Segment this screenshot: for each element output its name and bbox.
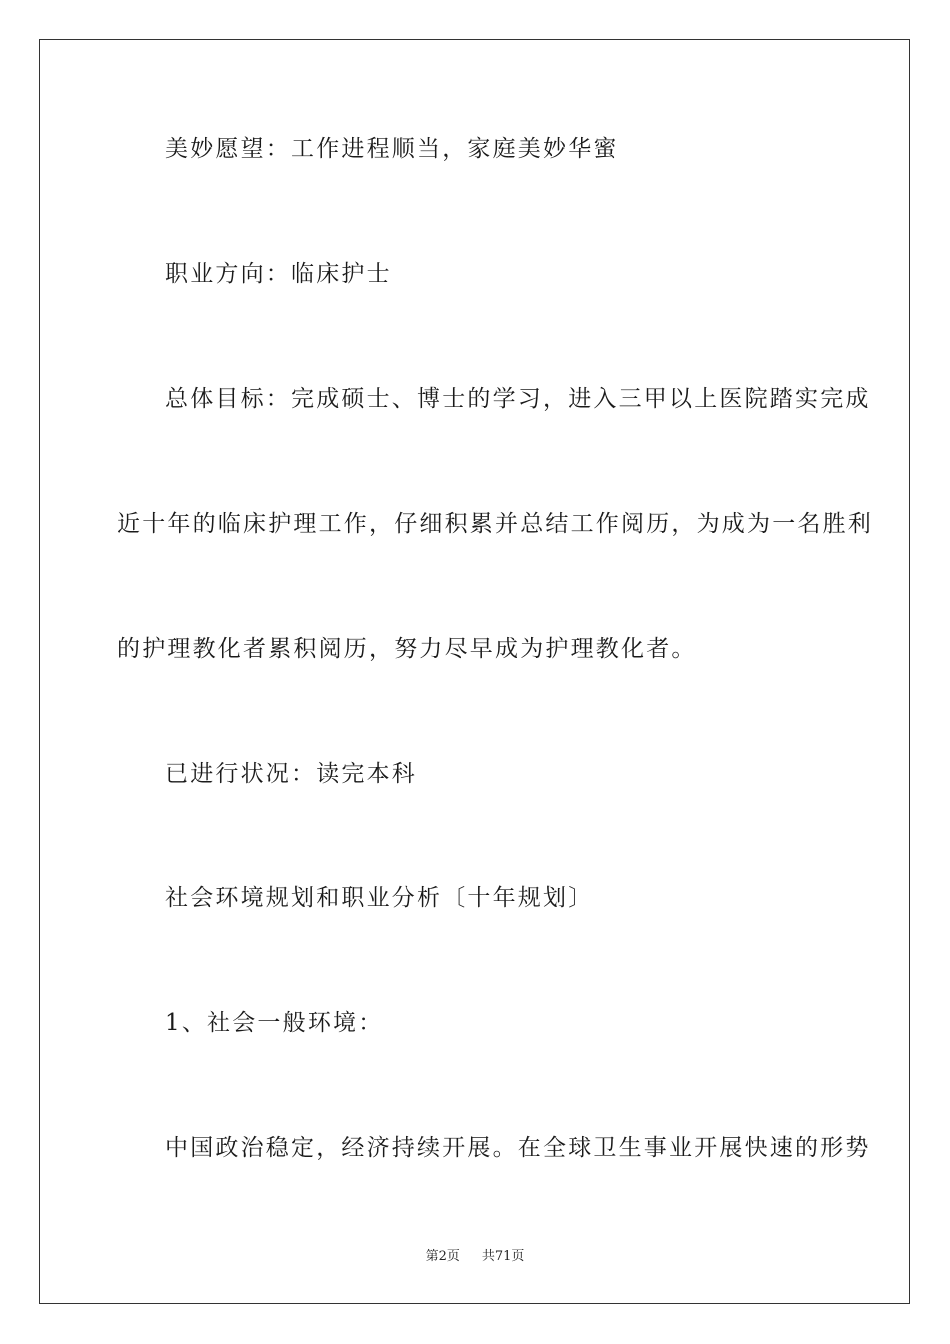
paragraph-overall-goal-line-2: 近十年的临床护理工作，仔细积累并总结工作阅历，为成为一名胜利 <box>117 511 873 537</box>
page-footer <box>0 1249 950 1265</box>
paragraph-career-direction: 职业方向：临床护士 <box>165 261 392 287</box>
paragraph-general-environment-line-1: 中国政治稳定，经济持续开展。在全球卫生事业开展快速的形势 <box>165 1135 871 1161</box>
section-heading-social-environment: 社会环境规划和职业分析〔十年规划〕 <box>165 885 594 911</box>
paragraph-wish: 美妙愿望：工作进程顺当，家庭美妙华蜜 <box>165 136 619 162</box>
paragraph-progress-status: 已进行状况：读完本科 <box>165 761 417 787</box>
paragraph-overall-goal-line-1: 总体目标：完成硕士、博士的学习，进入三甲以上医院踏实完成 <box>165 386 871 412</box>
paragraph-overall-goal-line-3: 的护理教化者累积阅历，努力尽早成为护理教化者。 <box>117 636 697 662</box>
page-border <box>39 39 910 1304</box>
page-number: 第2页 <box>425 1249 460 1264</box>
subheading-general-environment: 1、社会一般环境： <box>165 1010 384 1036</box>
total-pages: 共71页 <box>481 1249 525 1264</box>
